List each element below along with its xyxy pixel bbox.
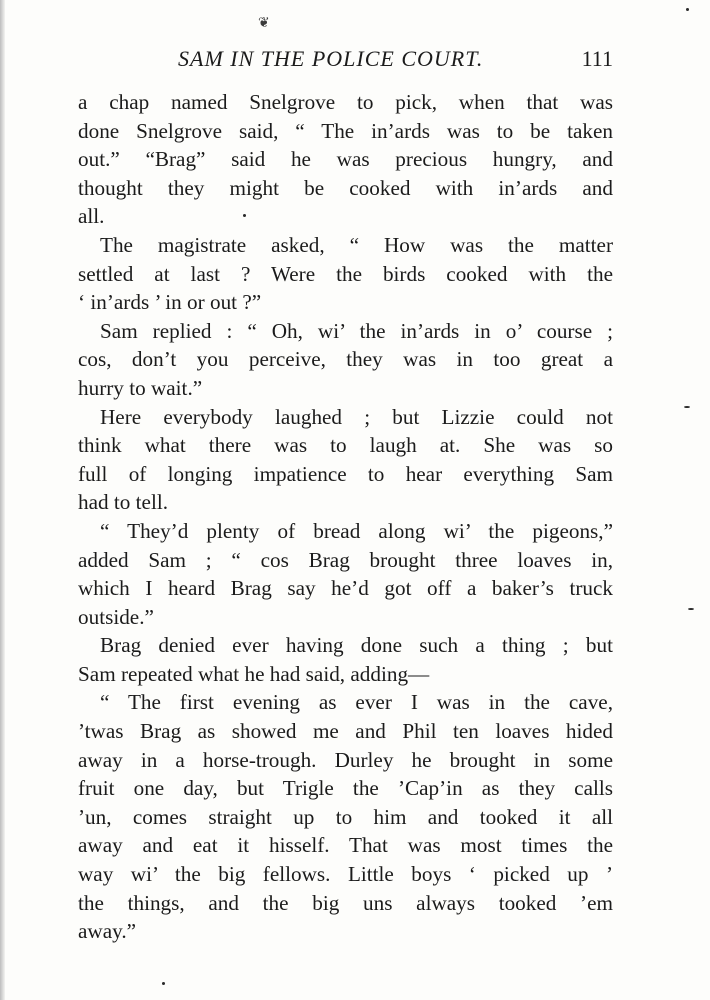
paper-speck bbox=[688, 608, 694, 610]
text-line: away in a horse-trough. Durley he brought in some bbox=[78, 747, 613, 772]
text-line: Sam replied : “ Oh, wi’ the in’ards in o’ course ; bbox=[100, 318, 613, 343]
text-line: ’un, comes straight up to him and tooked it all bbox=[78, 804, 613, 829]
text-line: full of longing impatience to hear everything Sam bbox=[78, 461, 613, 486]
text-line: out.” “Brag” said he was precious hungry, and bbox=[78, 147, 613, 172]
text-line: Here everybody laughed ; but Lizzie could not bbox=[100, 404, 613, 429]
text-line: Brag denied ever having done such a thing ; but bbox=[100, 633, 613, 658]
text-line: cos, don’t you perceive, they was in too great a bbox=[78, 347, 613, 372]
text-line: “ They’d plenty of bread along wi’ the pigeons,” bbox=[100, 518, 613, 543]
text-line: all. bbox=[78, 204, 105, 229]
page-header bbox=[78, 44, 613, 78]
paper-speck bbox=[243, 214, 246, 217]
text-line: outside.” bbox=[78, 604, 154, 629]
text-line: settled at last ? Were the birds cooked with the bbox=[78, 261, 613, 286]
body-text bbox=[78, 88, 613, 946]
text-line: The magistrate asked, “ How was the matter bbox=[100, 232, 613, 257]
text-line: “ The first evening as ever I was in the cave, bbox=[100, 690, 613, 715]
text-line: a chap named Snelgrove to pick, when that was bbox=[78, 90, 613, 114]
text-line: away and eat it hisself. That was most times the bbox=[78, 833, 613, 858]
page-number: 111 bbox=[581, 46, 613, 71]
text-line: which I heard Brag say he’d got off a baker’s truck bbox=[78, 576, 613, 601]
paper-speck bbox=[686, 8, 689, 11]
paper-speck bbox=[684, 406, 690, 408]
printer-ornament-icon: ❦ bbox=[258, 15, 270, 31]
text-line: ’twas Brag as showed me and Phil ten loaves hided bbox=[78, 719, 613, 744]
running-head: SAM IN THE POLICE COURT. bbox=[178, 46, 484, 71]
paper-speck bbox=[162, 982, 165, 985]
text-line: hurry to wait.” bbox=[78, 375, 203, 400]
text-line: way wi’ the big fellows. Little boys ‘ picked up ’ bbox=[78, 862, 613, 887]
text-line: done Snelgrove said, “ The in’ards was to be taken bbox=[78, 118, 613, 143]
text-line: Sam repeated what he had said, adding— bbox=[78, 661, 430, 686]
text-line: the things, and the big uns always tooked ’em bbox=[78, 890, 613, 915]
text-line: thought they might be cooked with in’ards and bbox=[78, 175, 613, 200]
text-line: had to tell. bbox=[78, 490, 169, 515]
text-line: away.” bbox=[78, 919, 137, 944]
page-edge-shadow bbox=[0, 0, 5, 1000]
text-line: fruit one day, but Trigle the ’Cap’in as they calls bbox=[78, 776, 613, 801]
text-line: added Sam ; “ cos Brag brought three loaves in, bbox=[78, 547, 613, 572]
text-line: think what there was to laugh at. She was so bbox=[78, 433, 613, 458]
text-line: ‘ in’ards ’ in or out ?” bbox=[78, 290, 262, 315]
